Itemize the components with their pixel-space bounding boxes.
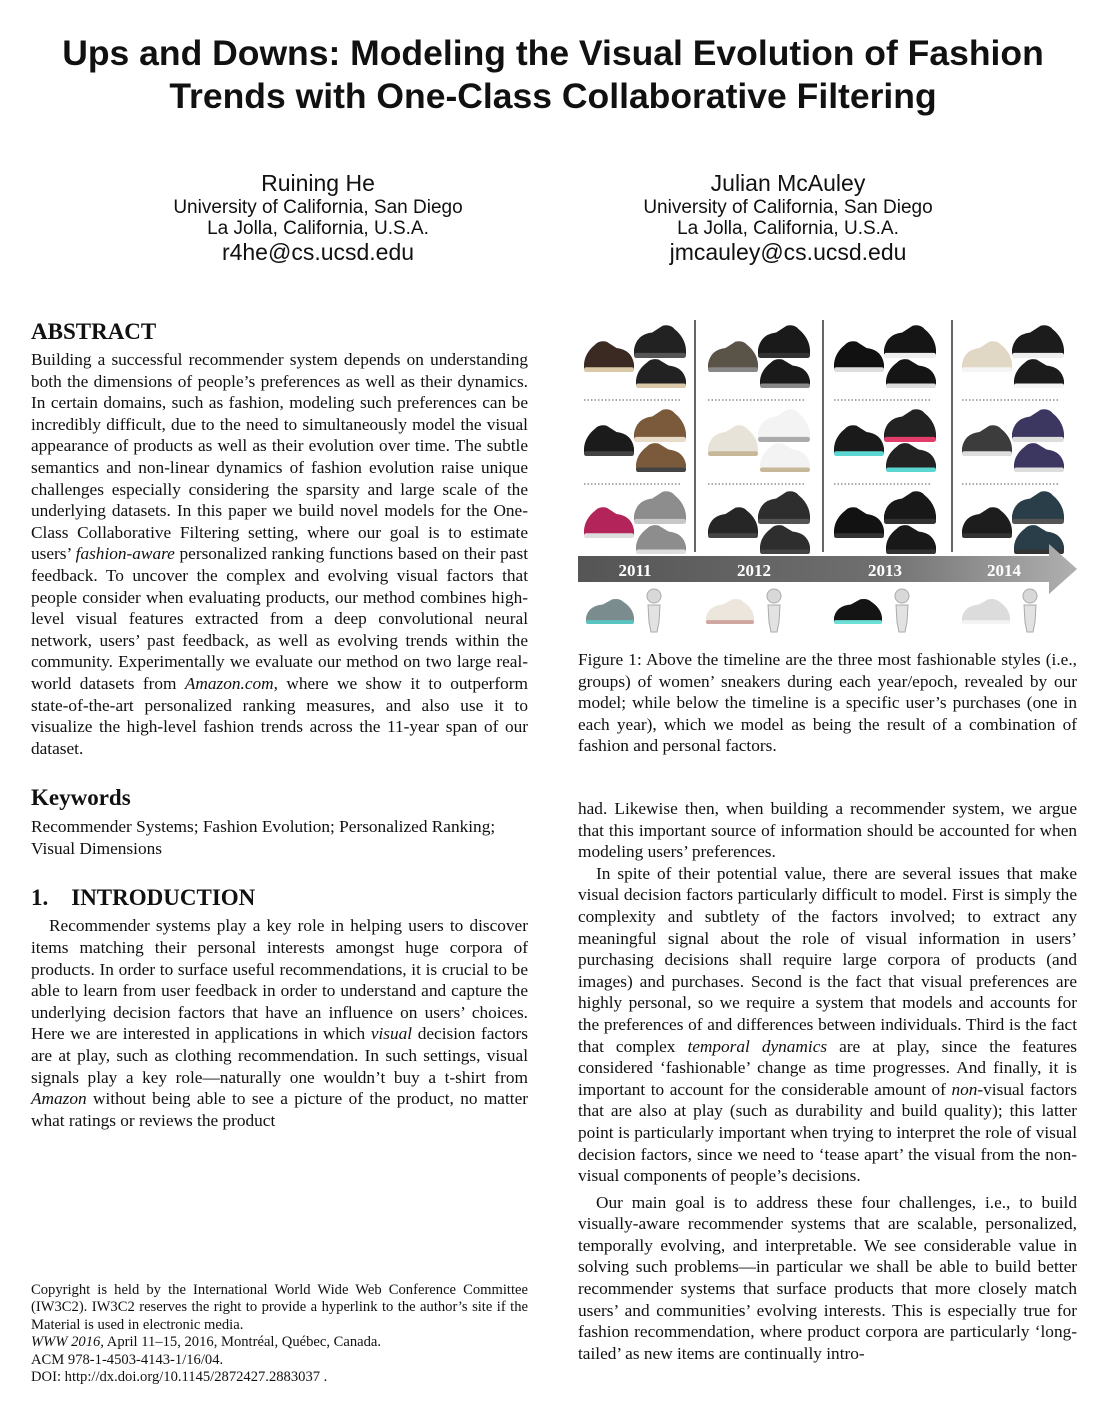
introduction-heading: 1. INTRODUCTION bbox=[31, 885, 256, 911]
figure-1-graphic bbox=[578, 318, 1077, 636]
user-figure-icon bbox=[1023, 589, 1037, 632]
shoe-thumbnail bbox=[1012, 325, 1064, 358]
shoe-thumbnail bbox=[760, 525, 810, 554]
shoe-thumbnail bbox=[760, 359, 810, 388]
author-email[interactable]: jmcauley@cs.ucsd.edu bbox=[669, 239, 907, 265]
shoe-thumbnail bbox=[634, 491, 686, 524]
figure-1 bbox=[578, 318, 1077, 636]
abstract-text: Building a successful recommender system depends on understanding both the dimensions of people’s preferences as well as their dynamics. In certain domains, such as fashion, modeling such preferences can be incredibly difficult, due to the need to simultaneously model the visual appearance of products as well as their evolution over time. The subtle semantics and non-linear dynamics of fashion evolution raise unique challenges especially considering the sparsity and large scale of the underlying datasets. In this paper we build novel models for the One-Class Collaborative Filtering setting, where our goal is to estimate users’ fashion-aware personalized ranking functions based on their past feedback. To uncover the complex and evolving visual factors that people consider when evaluating products, our method combines high-level visual features extracted from a deep convolutional neural network, users’ past feedback, as well as evolving trends within the community. Experimentally we evaluate our method on two large real-world datasets from Amazon.com, where we show it to outperform state-of-the-art personalized ranking measures, and also use it to visualize the high-level fashion trends across the 11-year span of our dataset. bbox=[31, 350, 528, 758]
author-name: Ruining He bbox=[261, 170, 375, 196]
shoe-thumbnail bbox=[1014, 525, 1064, 554]
shoe-thumbnail bbox=[584, 341, 634, 372]
title-line-1: Ups and Downs: Modeling the Visual Evolution of Fashion bbox=[62, 33, 1044, 73]
year-label-2012: 2012 bbox=[737, 561, 771, 580]
shoe-thumbnail bbox=[886, 443, 936, 472]
shoe-thumbnail bbox=[708, 425, 758, 456]
shoe-thumbnail bbox=[758, 325, 810, 358]
shoe-thumbnail bbox=[834, 599, 882, 624]
shoe-thumbnail bbox=[834, 425, 884, 456]
shoe-thumbnail bbox=[586, 599, 634, 624]
author-affiliation: University of California, San Diego bbox=[173, 197, 463, 218]
copyright-footnote bbox=[31, 1282, 528, 1386]
shoe-thumbnail bbox=[884, 491, 936, 524]
shoe-thumbnail bbox=[962, 425, 1012, 456]
user-figure-icon bbox=[767, 589, 781, 632]
shoe-thumbnail bbox=[884, 325, 936, 358]
keywords-heading: Keywords bbox=[31, 785, 131, 811]
shoe-thumbnail bbox=[834, 341, 884, 372]
shoe-thumbnail bbox=[1012, 409, 1064, 442]
author-affiliation: University of California, San Diego bbox=[643, 197, 933, 218]
intro-paragraph-1: Recommender systems play a key role in helping users to discover items matching their personal interests amongst huge corpora of products. In order to surface useful recommendations, it is crucial to be able to learn from user feedback in order to understand and capture the underlying decision factors that have an influence on users’ choices. Here we are interested in applications in which visual decision factors are at play, such as clothing recommendation. In such settings, visual signals play a key role—naturally one wouldn’t buy a t-shirt from Amazon without being able to see a picture of the product, no matter what ratings or reviews the product bbox=[31, 916, 528, 1130]
shoe-thumbnail bbox=[886, 525, 936, 554]
left-column bbox=[31, 318, 528, 1131]
copyright-text: Copyright is held by the International World Wide Web Conference Committee (IW3C2). IW3C2 reserves the right to provide a hyperlink to the author’s site if the Material is used in electronic media. bbox=[31, 1282, 528, 1333]
right-column bbox=[578, 798, 1077, 1364]
venue-text: WWW 2016, April 11–15, 2016, Montréal, Québec, Canada. bbox=[31, 1334, 382, 1351]
paper-title bbox=[0, 32, 1106, 118]
shoe-thumbnail bbox=[1014, 359, 1064, 388]
author-block-1 bbox=[78, 170, 558, 265]
shoe-thumbnail bbox=[884, 409, 936, 442]
keywords-text: Recommender Systems; Fashion Evolution; Personalized Ranking; Visual Dimensions bbox=[31, 817, 496, 858]
shoe-thumbnail bbox=[634, 325, 686, 358]
shoe-thumbnail bbox=[760, 443, 810, 472]
shoe-thumbnail bbox=[962, 507, 1012, 538]
shoe-thumbnail bbox=[962, 341, 1012, 372]
shoe-thumbnail bbox=[708, 341, 758, 372]
author-location: La Jolla, California, U.S.A. bbox=[207, 218, 429, 239]
author-email[interactable]: r4he@cs.ucsd.edu bbox=[221, 239, 415, 265]
shoe-thumbnail bbox=[584, 507, 634, 538]
year-label-2013: 2013 bbox=[868, 561, 902, 580]
shoe-thumbnail bbox=[758, 409, 810, 442]
shoe-thumbnail bbox=[636, 525, 686, 554]
shoe-thumbnail bbox=[834, 507, 884, 538]
shoe-thumbnail bbox=[636, 443, 686, 472]
user-figure-icon bbox=[647, 589, 661, 632]
year-label-2014: 2014 bbox=[987, 561, 1021, 580]
intro-paragraph-2: In spite of their potential value, there are several issues that make visual decision factors particularly difficult to model. First is simply the complexity and subtlety of the factors involved; to extract any meaningful signal about the role of visual information in users’ purchasing decisions shall require large corpora of products (and images) and purchases. Second is the fact that visual preferences are highly personal, so we require a system that models and accounts for the preferences of and differences between individuals. Third is the fact that complex temporal dynamics are at play, since the features considered ‘fashionable’ change as time progresses. And finally, it is important to account for the considerable amount of non-visual factors that are also at play (such as durability and build quality); this latter point is particularly important when trying to interpret the role of visual decision factors, since we need to ‘tease apart’ the visual from the non-visual components of people’s decisions. bbox=[578, 863, 1077, 1186]
shoe-thumbnail bbox=[886, 359, 936, 388]
shoe-thumbnail bbox=[962, 599, 1010, 624]
author-name: Julian McAuley bbox=[710, 170, 866, 196]
shoe-thumbnail bbox=[758, 491, 810, 524]
shoe-thumbnail bbox=[636, 359, 686, 388]
shoe-thumbnail bbox=[1014, 443, 1064, 472]
intro-paragraph-1-continued: had. Likewise then, when building a recommender system, we argue that this important source of information should be accounted for when modeling users’ preferences. bbox=[578, 799, 1077, 862]
shoe-thumbnail bbox=[706, 599, 754, 624]
year-label-2011: 2011 bbox=[618, 561, 652, 580]
shoe-thumbnail bbox=[708, 507, 758, 538]
shoe-thumbnail bbox=[634, 409, 686, 442]
user-figure-icon bbox=[895, 589, 909, 632]
acm-isbn: ACM 978-1-4503-4143-1/16/04. bbox=[31, 1351, 224, 1368]
author-block-2 bbox=[548, 170, 1028, 265]
doi-link[interactable]: DOI: http://dx.doi.org/10.1145/2872427.2883037 . bbox=[31, 1369, 328, 1386]
author-location: La Jolla, California, U.S.A. bbox=[677, 218, 899, 239]
figure-1-caption: Figure 1: Above the timeline are the three most fashionable styles (i.e., groups) of women’ sneakers during each year/epoch, revealed by our model; while below the timeline is a specific user’s purchases (one in each year), which we model as being the result of a combination of fashion and personal factors. bbox=[578, 650, 1077, 756]
abstract-heading: ABSTRACT bbox=[31, 319, 157, 344]
shoe-thumbnail bbox=[584, 425, 634, 456]
title-line-2: Trends with One-Class Collaborative Filtering bbox=[169, 76, 937, 116]
intro-paragraph-3: Our main goal is to address these four challenges, i.e., to build visually-aware recommender systems that are scalable, personalized, temporally evolving, and interpretable. We see considerable value in solving such problems—in particular we shall be able to build better recommender systems that surface products that more closely match users’ and communities’ evolving interests. This is especially true for fashion recommendation, where product corpora are particularly ‘long-tailed’ as new items are continually intro- bbox=[578, 1192, 1077, 1363]
shoe-thumbnail bbox=[1012, 491, 1064, 524]
